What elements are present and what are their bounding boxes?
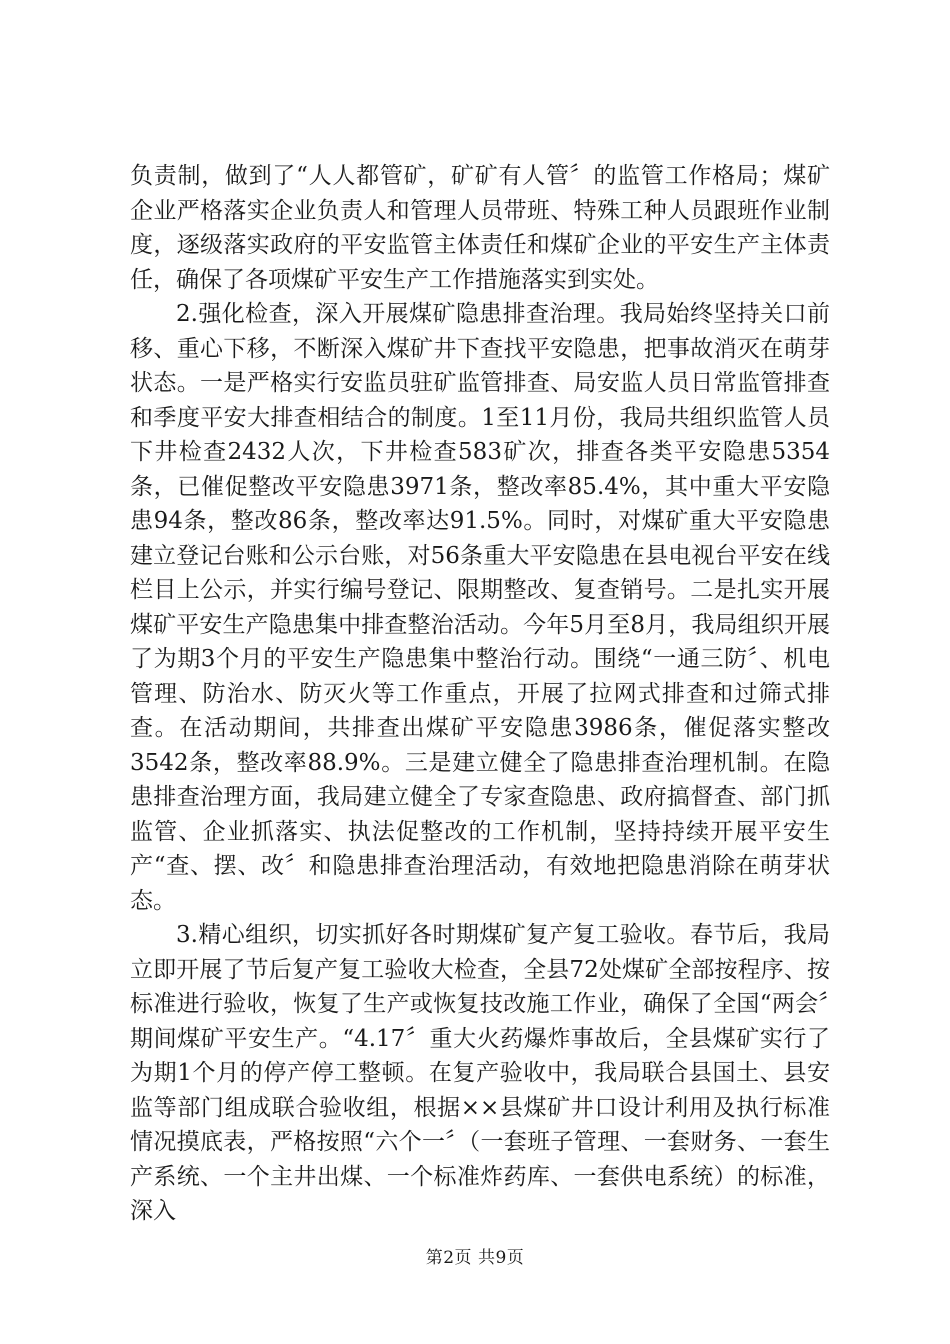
page-footer: 第2页 共9页 xyxy=(425,1248,525,1268)
paragraph-2: 2.强化检查，深入开展煤矿隐患排查治理。我局始终坚持关口前移、重心下移，不断深入煤矿井下查找平安隐患，把事故消灭在萌芽状态。一是严格实行安监员驻矿监管排查、局安监人员日常监管排查和季度平安大排查相结合的制度。1至11月份，我局共组织监管人员下井检查2432人次，下井检查583矿次，排查各类平安隐患5354条，已催促整改平安隐患3971条，整改率85.4%，其中重大平安隐患94条，整改86条，整改率达91.5%。同时，对煤矿重大平安隐患建立登记台账和公示台账，对56条重大平安隐患在县电视台平安在线栏目上公示，并实行编号登记、限期整改、复查销号。二是扎实开展煤矿平安生产隐患集中排查整治活动。今年5月至8月，我局组织开展了为期3个月的平安生产隐患集中整治行动。围绕“一通三防〞、机电管理、防治水、防灭火等工作重点，开展了拉网式排查和过筛式排查。在活动期间，共排查出煤矿平安隐患3986条，催促落实整改3542条，整改率88.9%。三是建立健全了隐患排查治理机制。在隐患排查治理方面，我局建立健全了专家查隐患、政府搞督查、部门抓监管、企业抓落实、执法促整改的工作机制，坚持持续开展平安生产“查、摆、改〞和隐患排查治理活动，有效地把隐患消除在萌芽状态。 xyxy=(130,301,830,914)
paragraph-3: 3.精心组织，切实抓好各时期煤矿复产复工验收。春节后，我局立即开展了节后复产复工验收大检查，全县72处煤矿全部按程序、按标准进行验收，恢复了生产或恢复技改施工作业，确保了全国“两会〞期间煤矿平安生产。“4.17〞重大火药爆炸事故后，全县煤矿实行了为期1个月的停产停工整顿。在复产验收中，我局联合县国土、县安监等部门组成联合验收组，根据××县煤矿井口设计利用及执行标准情况摸底表，严格按照“六个一〞（一套班子管理、一套财务、一套生产系统、一个主井出煤、一个标准炸药库、一套供电系统）的标准，深入 xyxy=(130,922,830,1224)
paragraph-1: 负责制，做到了“人人都管矿，矿矿有人管〞的监管工作格局；煤矿企业严格落实企业负责人和管理人员带班、特殊工种人员跟班作业制度，逐级落实政府的平安监管主体责任和煤矿企业的平安生产主体责任，确保了各项煤矿平安生产工作措施落实到实处。 xyxy=(130,163,830,293)
document-body xyxy=(130,159,830,1229)
